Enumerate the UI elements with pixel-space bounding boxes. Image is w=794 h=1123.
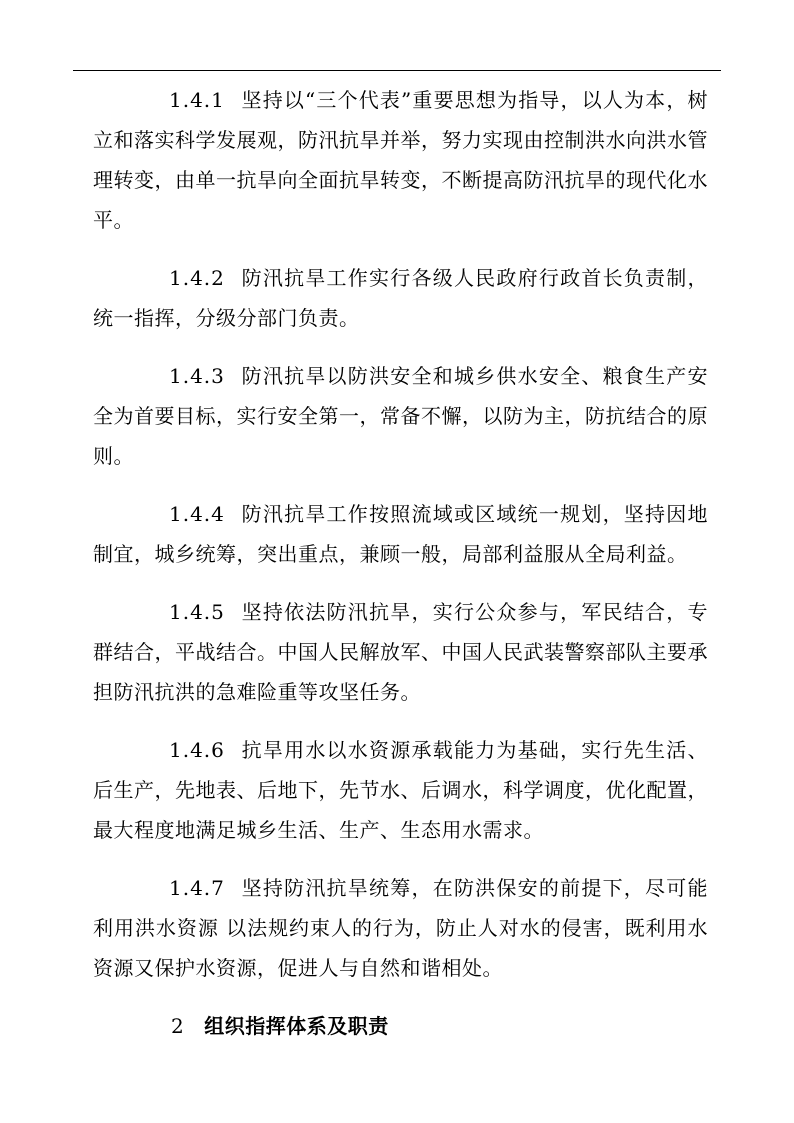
paragraph-text: 坚持依法防汛抗旱，实行公众参与，军民结合，专群结合，平战结合。中国人民解放军、中国人民武装警察部队主要承担防汛抗洪的急难险重等攻坚任务。: [93, 600, 708, 704]
paragraph-text: 抗旱用水以水资源承载能力为基础，实行先生活、后生产，先地表、后地下，先节水、后调水，科学调度，优化配置，最大程度地满足城乡生活、生产、生态用水需求。: [93, 738, 708, 842]
paragraph-1-4-4: [93, 494, 708, 574]
paragraph-text: 防汛抗旱以防洪安全和城乡供水安全、粮食生产安全为首要目标，实行安全第一，常备不懈，以防为主，防抗结合的原则。: [93, 364, 708, 468]
paragraph-number: 1.4.5: [169, 600, 225, 624]
paragraph-1-4-7: [93, 868, 708, 988]
paragraph-number: 1.4.4: [169, 502, 225, 526]
paragraph-text: 坚持以“三个代表”重要思想为指导，以人为本，树立和落实科学发展观，防汛抗旱并举，努力实现由控制洪水向洪水管理转变，由单一抗旱向全面抗旱转变，不断提高防汛抗旱的现代化水平。: [93, 88, 708, 232]
paragraph-text: 防汛抗旱工作实行各级人民政府行政首长负责制，统一指挥，分级分部门负责。: [93, 266, 708, 330]
paragraph-number: 1.4.3: [169, 364, 225, 388]
paragraph-1-4-3: [93, 356, 708, 476]
paragraph-1-4-2: [93, 258, 708, 338]
paragraph-1-4-1: [93, 80, 708, 240]
paragraph-number: 1.4.7: [169, 876, 225, 900]
paragraph-1-4-5: [93, 592, 708, 712]
paragraph-number: 1.4.6: [169, 738, 225, 762]
paragraph-1-4-6: [93, 730, 708, 850]
header-rule: [73, 70, 721, 71]
paragraph-text: 坚持防汛抗旱统筹，在防洪保安的前提下，尽可能利用洪水资源 以法规约束人的行为，防止人对水的侵害，既利用水资源又保护水资源，促进人与自然和谐相处。: [93, 876, 708, 980]
paragraph-text: 防汛抗旱工作按照流域或区域统一规划，坚持因地制宜，城乡统筹，突出重点，兼顾一般，局部利益服从全局利益。: [93, 502, 708, 566]
section-number: 2: [171, 1014, 185, 1038]
section-heading: [93, 1006, 708, 1046]
paragraph-number: 1.4.2: [169, 266, 225, 290]
document-body: [93, 80, 708, 1046]
paragraph-number: 1.4.1: [169, 88, 225, 112]
section-title: 组织指挥体系及职责: [204, 1014, 389, 1038]
